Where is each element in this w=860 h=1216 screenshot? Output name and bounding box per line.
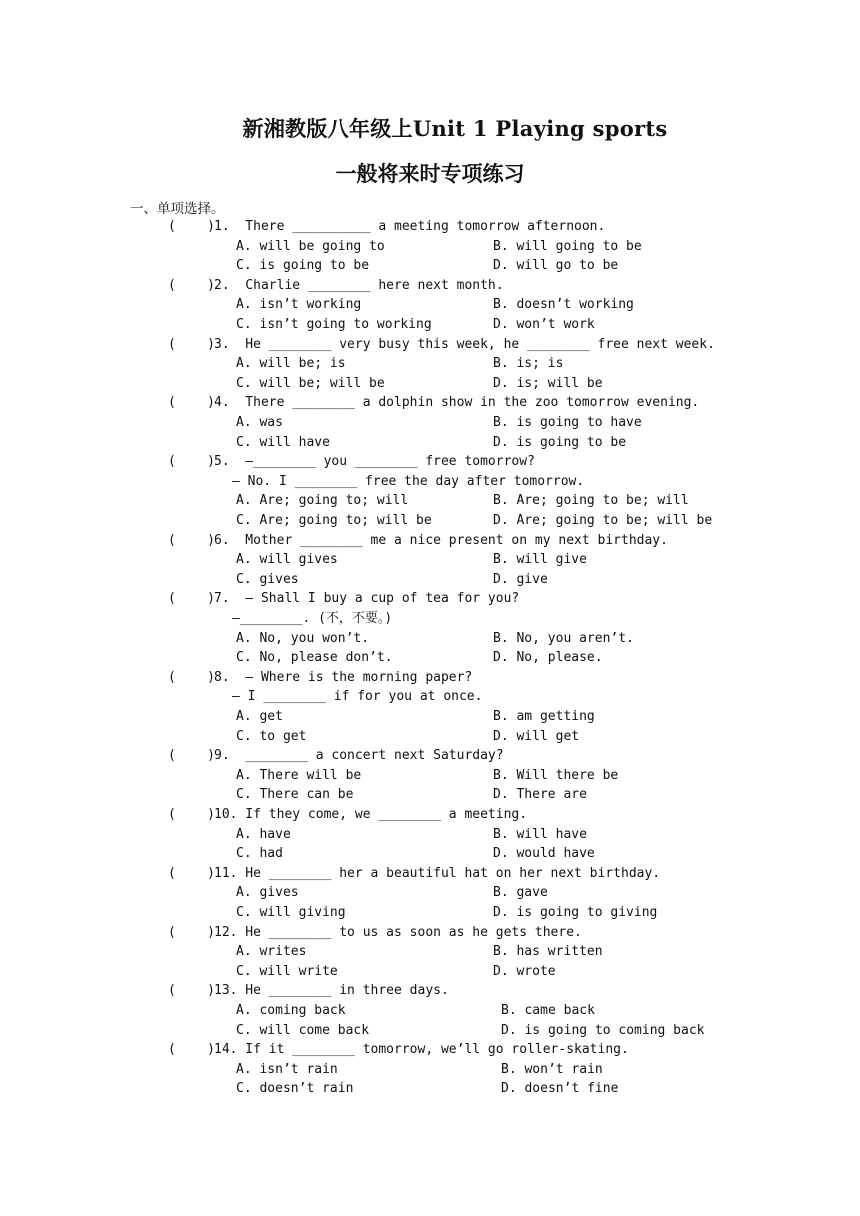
option-a: A. No, you won’t. bbox=[236, 630, 370, 646]
answer-blank: ( ) bbox=[168, 219, 215, 234]
option-d: D. is; will be bbox=[493, 375, 603, 391]
question-stem: 8. – Where is the morning paper? bbox=[214, 669, 473, 685]
option-c: C. will giving bbox=[236, 905, 346, 920]
option-c: C. isn’t going to working bbox=[236, 317, 432, 332]
option-b: B. won’t rain bbox=[501, 1061, 603, 1077]
answer-blank: ( ) bbox=[168, 532, 215, 548]
question-stem: 9. ________ a concert next Saturday? bbox=[214, 748, 504, 764]
option-a: A. isn’t rain bbox=[236, 1061, 338, 1077]
option-c: C. gives bbox=[236, 571, 299, 587]
section-heading: 一、单项选择。 bbox=[130, 201, 225, 217]
option-b: B. am getting bbox=[493, 709, 595, 724]
option-c: C. will write bbox=[236, 963, 338, 979]
option-c: C. will come back bbox=[236, 1022, 370, 1038]
answer-blank: ( ) bbox=[168, 669, 215, 685]
option-b: B. is going to have bbox=[493, 415, 642, 430]
question-stem: 7. – Shall I buy a cup of tea for you? bbox=[214, 591, 520, 607]
question-stem-reply: – No. I ________ free the day after tomorrow. bbox=[232, 473, 585, 489]
answer-blank: ( ) bbox=[168, 1042, 215, 1058]
option-c: C. There can be bbox=[236, 787, 354, 803]
option-a: A. Are; going to; will bbox=[236, 493, 409, 509]
option-b: B. will give bbox=[493, 552, 587, 568]
option-d: D. is going to coming back bbox=[501, 1022, 705, 1038]
option-b: B. No, you aren’t. bbox=[493, 630, 634, 646]
answer-blank: ( ) bbox=[168, 807, 215, 822]
option-b: B. will have bbox=[493, 826, 587, 842]
answer-blank: ( ) bbox=[168, 336, 215, 352]
question-stem: 1. There __________ a meeting tomorrow afternoon. bbox=[214, 219, 606, 234]
worksheet-title: 新湘教版八年级上Unit 1 Playing sports bbox=[242, 116, 668, 141]
option-c: C. is going to be bbox=[236, 258, 370, 274]
question-stem: 4. There ________ a dolphin show in the zoo tomorrow evening. bbox=[214, 395, 700, 411]
option-a: A. get bbox=[236, 709, 283, 724]
option-a: A. There will be bbox=[236, 767, 362, 783]
option-a: A. coming back bbox=[236, 1003, 346, 1018]
option-d: D. is going to giving bbox=[493, 905, 658, 920]
answer-blank: ( ) bbox=[168, 983, 215, 999]
option-b: B. Will there be bbox=[493, 767, 619, 783]
option-d: D. Are; going to be; will be bbox=[493, 513, 713, 528]
option-a: A. was bbox=[236, 415, 283, 430]
question-stem: 13. He ________ in three days. bbox=[214, 983, 449, 999]
answer-blank: ( ) bbox=[168, 395, 215, 411]
option-a: A. gives bbox=[236, 885, 299, 901]
option-c: C. No, please don’t. bbox=[236, 650, 393, 666]
option-b: B. is; is bbox=[493, 356, 564, 372]
question-stem: 6. Mother ________ me a nice present on my next birthday. bbox=[214, 532, 668, 548]
answer-blank: ( ) bbox=[168, 865, 215, 881]
question-stem: 12. He ________ to us as soon as he gets there. bbox=[214, 924, 582, 940]
option-d: D. There are bbox=[493, 787, 587, 803]
answer-blank: ( ) bbox=[168, 277, 215, 293]
question-stem: 14. If it ________ tomorrow, we’ll go roller-skating. bbox=[214, 1042, 629, 1058]
answer-blank: ( ) bbox=[168, 748, 215, 764]
worksheet-subtitle: 一般将来时专项练习 bbox=[335, 161, 525, 186]
option-a: A. isn’t working bbox=[236, 297, 362, 313]
option-d: D. would have bbox=[493, 846, 595, 862]
question-stem: 10. If they come, we ________ a meeting. bbox=[214, 807, 528, 822]
option-b: B. Are; going to be; will bbox=[493, 493, 689, 509]
question-stem-reply: – I ________ if for you at once. bbox=[232, 689, 483, 705]
option-d: D. doesn’t fine bbox=[501, 1081, 619, 1097]
option-a: A. writes bbox=[236, 944, 307, 960]
option-a: A. have bbox=[236, 826, 291, 842]
option-b: B. came back bbox=[501, 1003, 595, 1018]
option-c: C. doesn’t rain bbox=[236, 1081, 354, 1097]
option-c: C. to get bbox=[236, 728, 307, 744]
option-c: C. will be; will be bbox=[236, 375, 385, 391]
question-stem: 3. He ________ very busy this week, he ________ free next week. bbox=[214, 336, 715, 352]
option-b: B. has written bbox=[493, 944, 603, 960]
answer-blank: ( ) bbox=[168, 454, 215, 470]
option-d: D. No, please. bbox=[493, 650, 603, 666]
question-stem: 2. Charlie ________ here next month. bbox=[214, 277, 504, 293]
option-d: D. wrote bbox=[493, 963, 556, 979]
answer-blank: ( ) bbox=[168, 924, 215, 940]
option-a: A. will be going to bbox=[236, 238, 385, 254]
option-a: A. will be; is bbox=[236, 356, 346, 372]
option-c: C. had bbox=[236, 846, 283, 862]
option-a: A. will gives bbox=[236, 552, 338, 568]
question-stem-reply: –________. (不，不要。) bbox=[232, 611, 393, 626]
option-b: B. gave bbox=[493, 885, 548, 901]
option-d: D. is going to be bbox=[493, 434, 627, 450]
option-d: D. give bbox=[493, 571, 548, 587]
option-c: C. will have bbox=[236, 434, 330, 450]
question-stem: 5. –________ you ________ free tomorrow? bbox=[214, 454, 535, 470]
option-b: B. will going to be bbox=[493, 238, 642, 254]
option-d: D. will go to be bbox=[493, 258, 619, 274]
answer-blank: ( ) bbox=[168, 591, 215, 607]
question-stem: 11. He ________ her a beautiful hat on her next birthday. bbox=[214, 865, 661, 881]
option-c: C. Are; going to; will be bbox=[236, 513, 432, 528]
option-d: D. won’t work bbox=[493, 317, 595, 332]
option-b: B. doesn’t working bbox=[493, 297, 634, 313]
option-d: D. will get bbox=[493, 728, 580, 744]
